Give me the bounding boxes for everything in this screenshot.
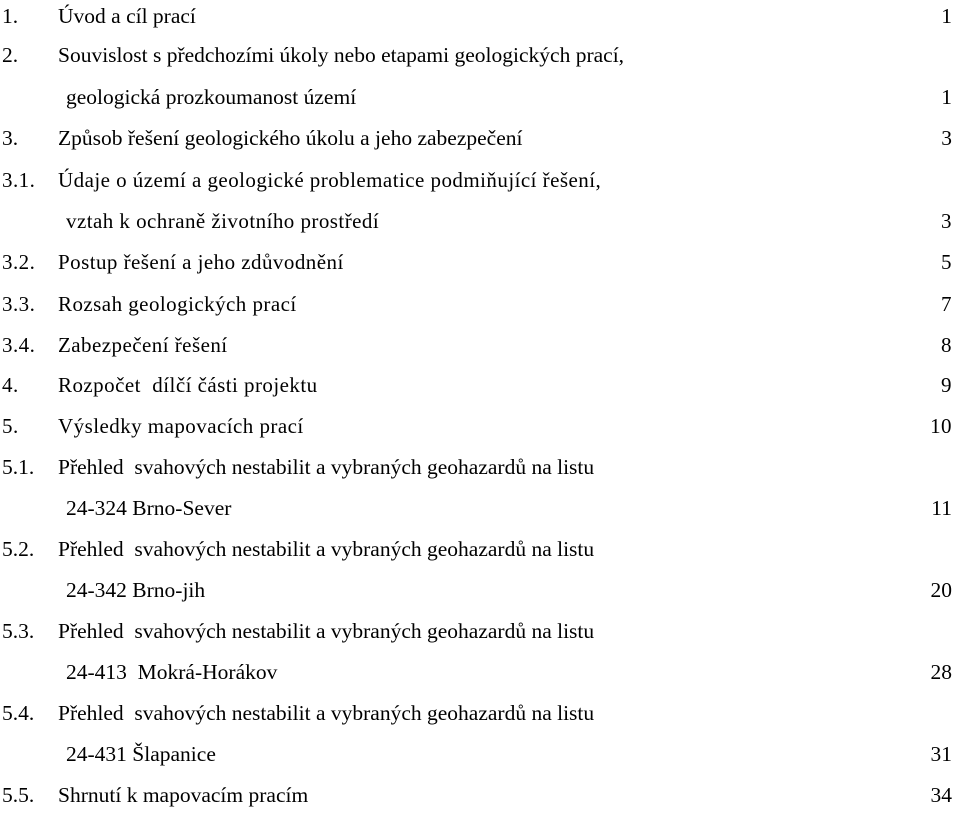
toc-entry [0,698,960,728]
toc-number: 1. [2,4,19,28]
toc-page: 10 [930,414,952,438]
toc-entry-continuation [0,82,960,112]
toc-entry [0,289,960,319]
toc-title: Údaje o území a geologické problematice podmiňující řešení, [58,168,602,192]
toc-entry [0,247,960,277]
toc-title: Zabezpečení řešení [58,333,228,357]
toc-title: geologická prozkoumanost území [66,85,357,109]
toc-number: 5.4. [2,701,35,725]
toc-entry [0,534,960,564]
toc-entry-continuation [0,575,960,605]
toc-title: Výsledky mapovacích prací [58,414,304,438]
toc-title: 24-342 Brno-jih [66,578,206,602]
toc-title: Přehled svahových nestabilit a vybraných geohazardů na listu [58,701,595,725]
toc-entry [0,780,960,810]
toc-title: 24-413 Mokrá-Horákov [66,660,278,684]
toc-entry [0,330,960,360]
toc-number: 5.3. [2,619,35,643]
toc-title: Přehled svahových nestabilit a vybraných geohazardů na listu [58,537,595,561]
toc-title: Přehled svahových nestabilit a vybraných geohazardů na listu [58,619,595,643]
toc-entry-continuation [0,206,960,236]
toc-title: 24-431 Šlapanice [66,742,216,766]
toc-page: 9 [941,373,952,397]
toc-number: 5. [2,414,19,438]
toc-entry [0,165,960,195]
toc-number: 3.3. [2,292,36,316]
toc-number: 4. [2,373,19,397]
toc-page: 3 [941,209,952,233]
toc-page: 11 [931,496,952,520]
toc-title: Shrnutí k mapovacím pracím [58,783,309,807]
toc-number: 3.2. [2,250,36,274]
toc-page: 28 [930,660,952,684]
toc-title: Přehled svahových nestabilit a vybraných geohazardů na listu [58,455,595,479]
toc-title: Souvislost s předchozími úkoly nebo etapami geologických prací, [58,43,625,67]
toc-entry [0,452,960,482]
toc-entry-continuation [0,657,960,687]
toc-number: 3.1. [2,168,36,192]
toc-page: 3 [941,126,952,150]
toc-title: Úvod a cíl prací [58,4,196,28]
toc-page: 1 [941,85,952,109]
toc-title: Postup řešení a jeho zdůvodnění [58,250,344,274]
toc-title: vztah k ochraně životního prostředí [66,209,380,233]
toc-entry [0,411,960,441]
toc-number: 5.5. [2,783,35,807]
toc-title: 24-324 Brno-Sever [66,496,232,520]
toc-number: 5.1. [2,455,35,479]
toc-number: 5.2. [2,537,35,561]
toc-entry [0,616,960,646]
toc-page: 31 [930,742,952,766]
toc-title: Rozsah geologických prací [58,292,297,316]
toc-page: 7 [941,292,952,316]
toc-page: 5 [941,250,952,274]
toc-entry-continuation [0,739,960,769]
toc-page: 20 [930,578,952,602]
toc-title: Rozpočet dílčí části projektu [58,373,318,397]
toc-entry [0,370,960,400]
toc-entry [0,40,960,70]
toc-number: 3. [2,126,19,150]
toc-page: 8 [941,333,952,357]
toc-entry-continuation [0,493,960,523]
toc-page: 1 [941,4,952,28]
toc-entry [0,123,960,153]
toc-title: Způsob řešení geologického úkolu a jeho zabezpečení [58,126,523,150]
toc-entry [0,1,960,31]
toc-page: 34 [930,783,952,807]
toc-number: 3.4. [2,333,36,357]
toc-number: 2. [2,43,19,67]
